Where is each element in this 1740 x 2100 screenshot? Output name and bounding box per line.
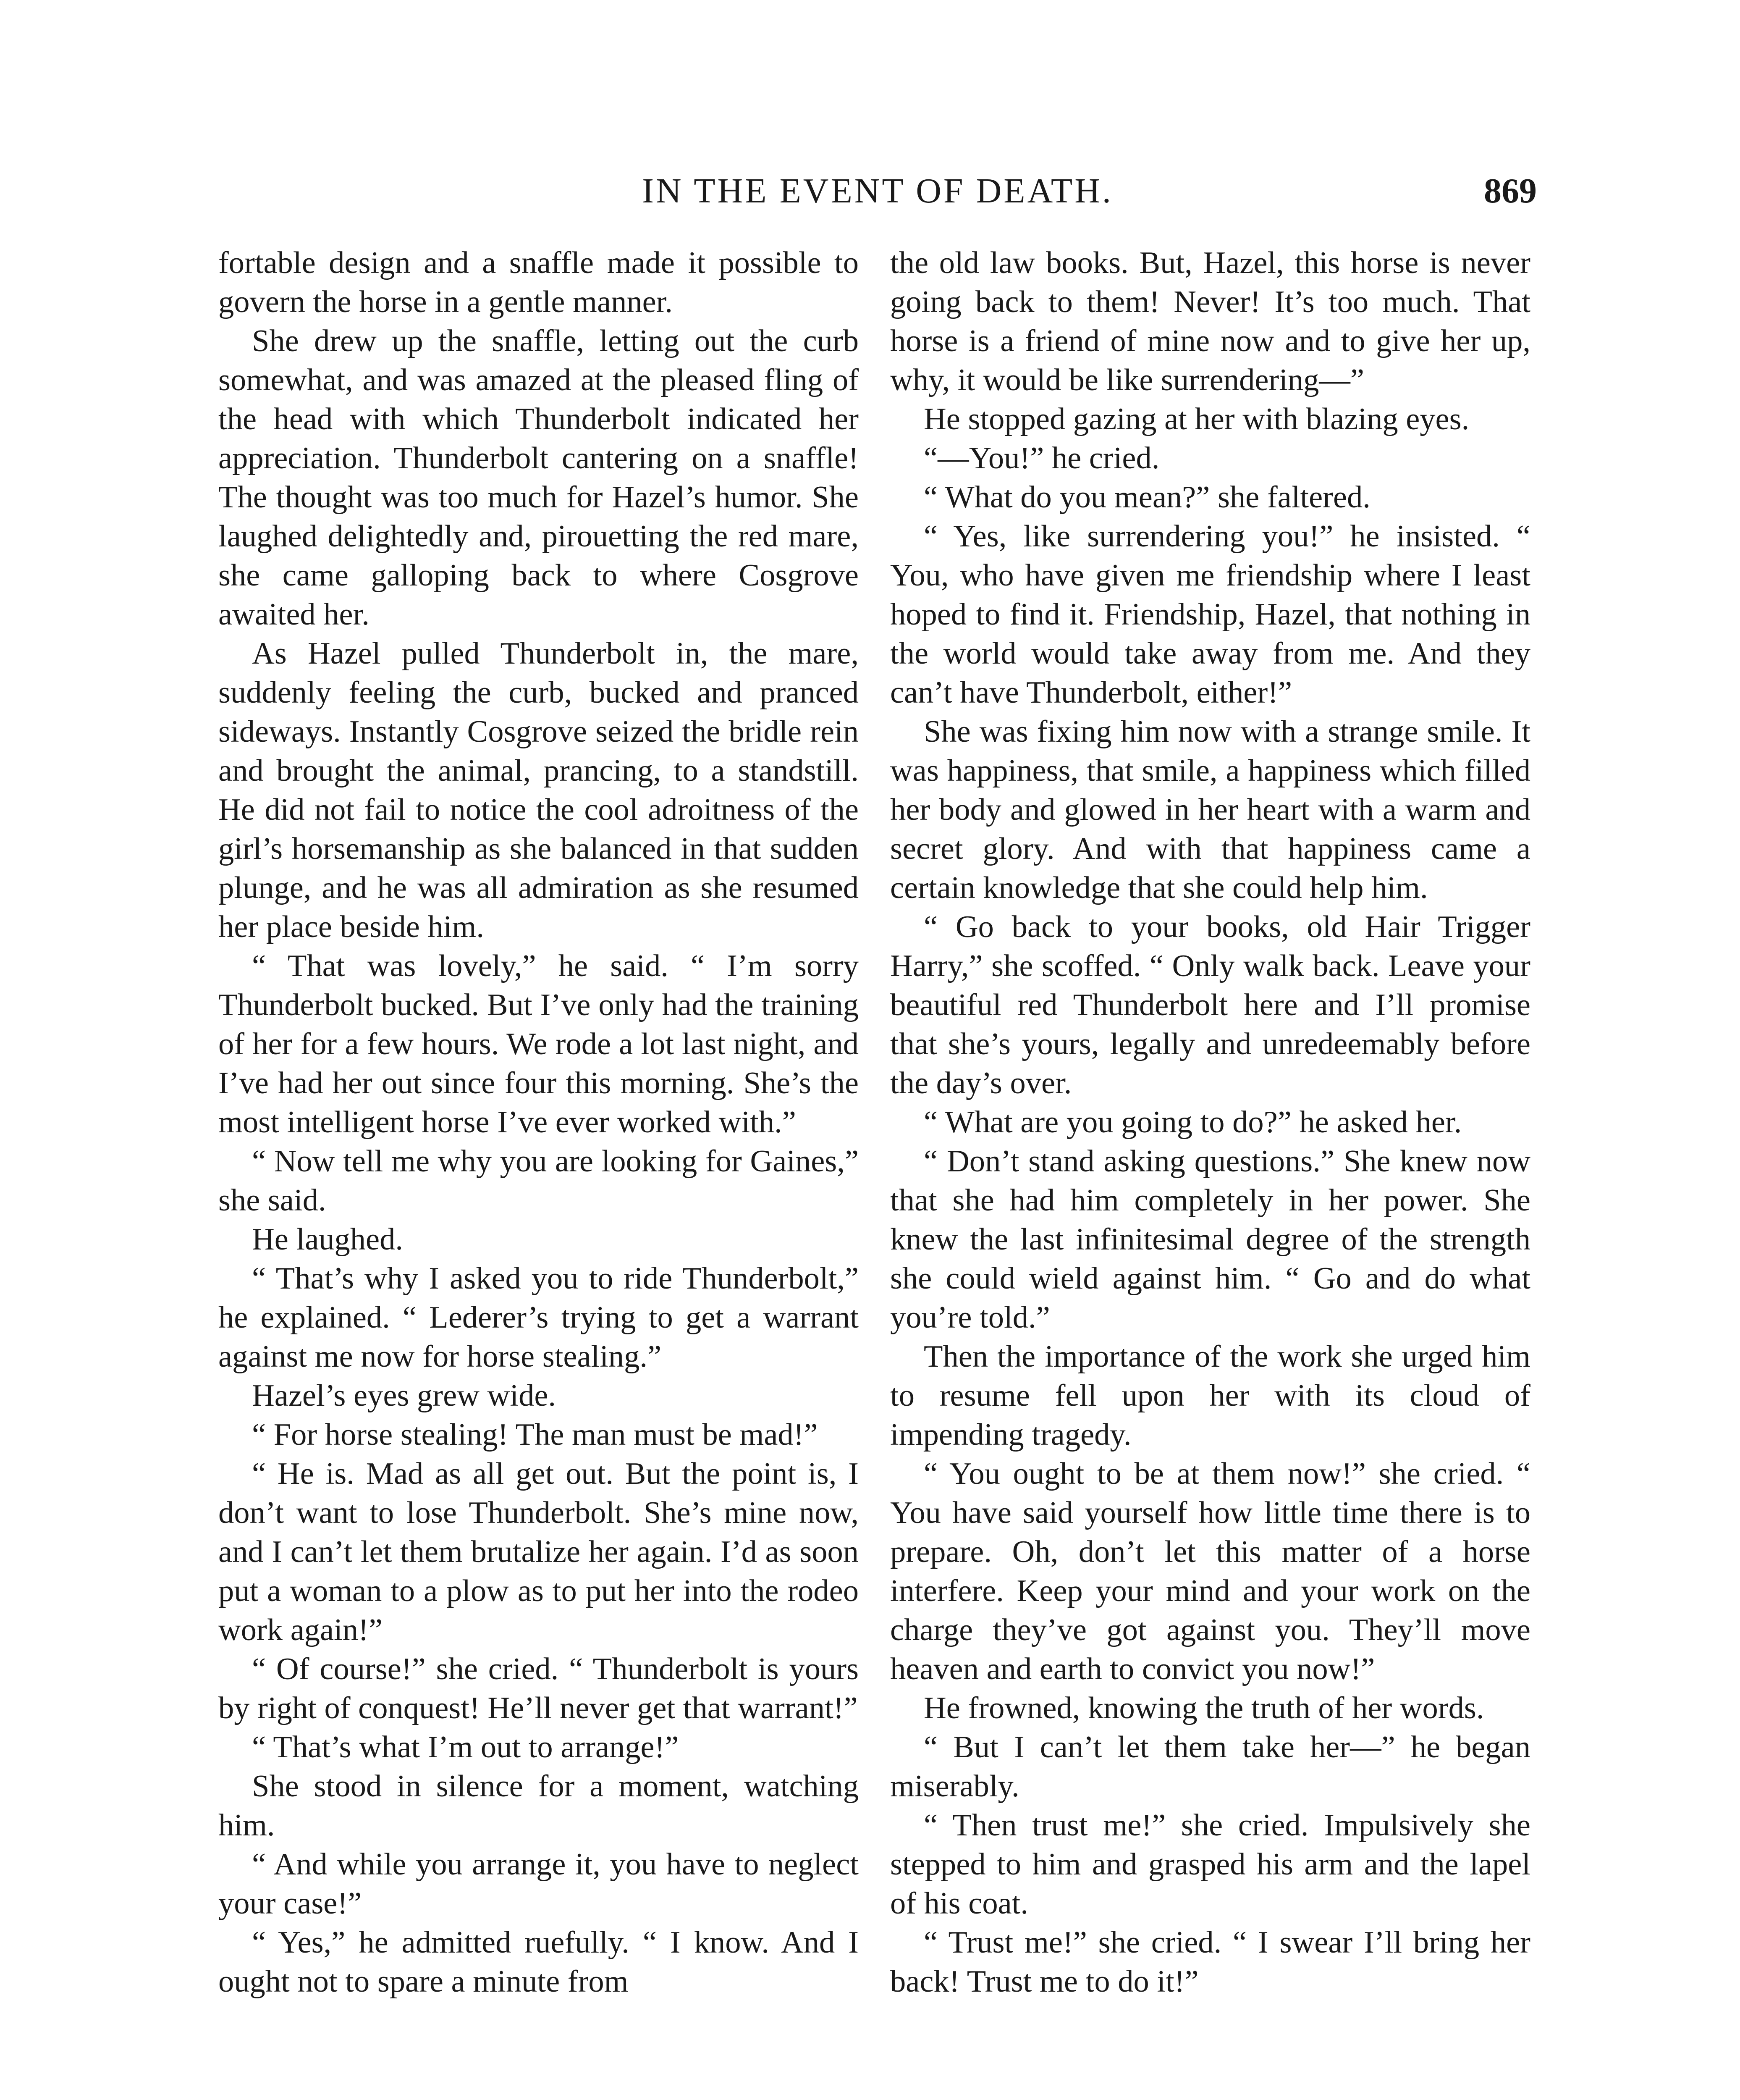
paragraph: fortable design and a snaffle made it possible to govern the horse in a gentle manner. xyxy=(218,246,859,319)
paragraph: “ Then trust me!” she cried. Impulsively she stepped to him and grasped his arm and the lapel of his coat. xyxy=(890,1808,1530,1921)
paragraph: “ That’s why I asked you to ride Thunderbolt,” he explained. “ Lederer’s trying to get a warrant against me now for horse stealing.” xyxy=(218,1261,859,1374)
paragraph: “ Of course!” she cried. “ Thunderbolt is yours by right of conquest! He’ll never get that warrant!” xyxy=(218,1652,859,1725)
paragraph: He frowned, knowing the truth of her words. xyxy=(924,1691,1484,1725)
paragraph: “ You ought to be at them now!” she cried. “ You have said yourself how little time there is to prepare. Oh, don’t let this matter of a horse interfere. Keep your mind and your work on the charge they’ve got against you. They’ll move heaven and earth to convict you now!” xyxy=(890,1457,1530,1686)
paragraph: She stood in silence for a moment, watching him. xyxy=(218,1769,859,1843)
paragraph: “ Don’t stand asking questions.” She knew now that she had him completely in her power. She knew the last infinitesimal degree of the strength she could wield against him. “ Go and do what you’re told.” xyxy=(890,1144,1530,1335)
right-text-column xyxy=(890,244,1530,2001)
left-text-column xyxy=(218,244,859,2001)
paragraph: “ But I can’t let them take her—” he began miserably. xyxy=(890,1730,1530,1803)
paragraph: “ Yes, like surrendering you!” he insisted. “ You, who have given me friendship where I least hoped to find it. Friendship, Hazel, that nothing in the world would take away from me. And they can’t have Thunderbolt, either!” xyxy=(890,519,1530,710)
paragraph: He stopped gazing at her with blazing eyes. xyxy=(924,402,1470,436)
paragraph: the old law books. But, Hazel, this horse is never going back to them! Never! It’s too much. That horse is a friend of mine now and to give her up, why, it would be like surrendering—” xyxy=(890,246,1530,397)
paragraph: “ What are you going to do?” he asked her. xyxy=(924,1105,1462,1139)
paragraph: “ And while you arrange it, you have to neglect your case!” xyxy=(218,1847,859,1921)
paragraph: He laughed. xyxy=(252,1222,403,1257)
paragraph: Hazel’s eyes grew wide. xyxy=(252,1378,556,1413)
paragraph: She drew up the snaffle, letting out the curb somewhat, and was amazed at the pleased fling of the head with which Thunderbolt indicated her appreciation. Thunderbolt cantering on a snaffle! The thought was too much for Hazel’s humor. She laughed delightedly and, pirouetting the red mare, she came galloping back to where Cosgrove awaited her. xyxy=(218,324,859,632)
paragraph: “ For horse stealing! The man must be mad!” xyxy=(252,1418,818,1452)
paragraph: Then the importance of the work she urged him to resume fell upon her with its cloud of impending tragedy. xyxy=(890,1339,1530,1452)
paragraph: “ That’s what I’m out to arrange!” xyxy=(252,1730,679,1764)
paragraph: “ What do you mean?” she faltered. xyxy=(924,480,1371,514)
running-title: IN THE EVENT OF DEATH. xyxy=(642,171,1113,210)
paragraph: “ That was lovely,” he said. “ I’m sorry Thunderbolt bucked. But I’ve only had the training of her for a few hours. We rode a lot last night, and I’ve had her out since four this morning. She’s the most intelligent horse I’ve ever worked with.” xyxy=(218,949,859,1139)
paragraph: “ Go back to your books, old Hair Trigger Harry,” she scoffed. “ Only walk back. Leave your beautiful red Thunderbolt here and I’ll promise that she’s yours, legally and unredeemably before the day’s over. xyxy=(890,910,1530,1100)
paragraph: As Hazel pulled Thunderbolt in, the mare, suddenly feeling the curb, bucked and pranced sideways. Instantly Cosgrove seized the bridle rein and brought the animal, prancing, to a standstill. He did not fail to notice the cool adroitness of the girl’s horsemanship as she balanced in that sudden plunge, and he was all admiration as she resumed her place beside him. xyxy=(218,636,859,944)
running-head xyxy=(218,168,1537,214)
paragraph: “ Yes,” he admitted ruefully. “ I know. And I ought not to spare a minute from xyxy=(218,1925,859,1999)
paragraph: “ He is. Mad as all get out. But the point is, I don’t want to lose Thunderbolt. She’s mine now, and I can’t let them brutalize her again. I’d as soon put a woman to a plow as to put her into the rodeo work again!” xyxy=(218,1457,859,1647)
paragraph: “ Now tell me why you are looking for Gaines,” she said. xyxy=(218,1144,859,1218)
paragraph: “ Trust me!” she cried. “ I swear I’ll bring her back! Trust me to do it!” xyxy=(890,1925,1530,1999)
paragraph: She was fixing him now with a strange smile. It was happiness, that smile, a happiness which filled her body and glowed in her heart with a warm and secret glory. And with that happiness came a certain knowledge that she could help him. xyxy=(890,714,1530,905)
page-number: 869 xyxy=(1484,171,1537,210)
paragraph: “—You!” he cried. xyxy=(924,441,1160,475)
